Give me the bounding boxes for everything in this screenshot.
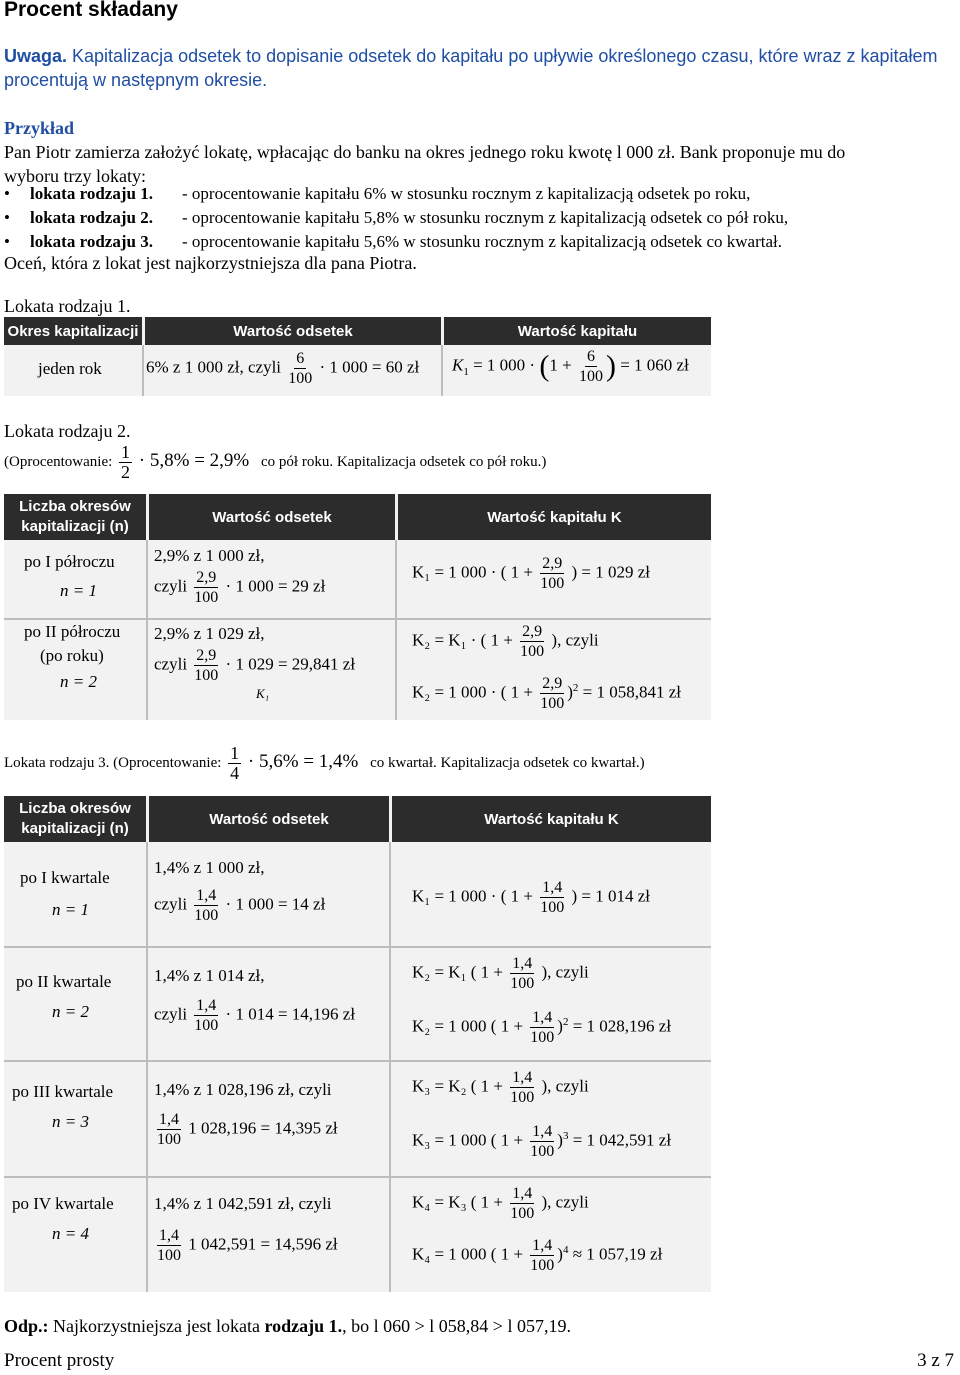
- n-cell: n = 4: [52, 1224, 89, 1243]
- underbrace-label: K₁: [256, 686, 270, 701]
- capital-cell: K₄ = K₃ ( 1 + $\frac{1,4}{100}$ ), czyli: [412, 1185, 589, 1222]
- note-text: Kapitalizacja odsetek to dopisanie odsetek do kapitału po upływie określonego czasu, które wraz z kapitałem procentują w następnym okresie.: [4, 46, 938, 90]
- interest-line: 1,4% z 1 000 zł,: [154, 858, 265, 877]
- header-count: Liczba okresów kapitalizacji (n): [4, 494, 146, 540]
- capital-cell: K₁ = 1 000 · ( 1 + $\frac{1,4}{100}$ ) = 1 014 zł: [412, 879, 650, 916]
- section2-rate: (Oprocentowanie: $\frac{1}{2}$ · 5,8% = 2,9% co pół roku. Kapitalizacja odsetek co pół roku.): [4, 442, 547, 482]
- period-cell: jeden rok: [38, 359, 102, 378]
- header-interest: Wartość odsetek: [149, 796, 389, 842]
- interest-line: 1,4% z 1 028,196 zł, czyli: [154, 1080, 332, 1099]
- interest-line: 2,9% z 1 000 zł,: [154, 546, 265, 565]
- header-interest: Wartość odsetek: [149, 494, 395, 540]
- interest-line: 2,9% z 1 029 zł,: [154, 624, 265, 643]
- list-item: • lokata rodzaju 2. - oprocentowanie kapitału 5,8% w stosunku rocznym z kapitalizacją odsetek co pół roku,: [4, 208, 789, 227]
- footer-page-number: 3 z 7: [917, 1350, 954, 1371]
- header-interest: Wartość odsetek: [145, 317, 441, 345]
- capital-cell: K₂ = K₁ · ( 1 + $\frac{2,9}{100}$ ), czyli: [412, 623, 599, 660]
- n-cell: n = 2: [60, 672, 97, 691]
- capital-cell-2: K₃ = 1 000 ( 1 + $\frac{1,4}{100}$ )$^3$ = 1 042,591 zł: [412, 1123, 672, 1160]
- note-paragraph: [4, 44, 949, 92]
- interest-calc: $\frac{1,4}{100}$ 1 042,591 = 14,596 zł: [157, 1227, 338, 1264]
- interest-line: 1,4% z 1 014 zł,: [154, 966, 265, 985]
- period-cell: po I półroczu: [24, 552, 115, 571]
- table-section2: [4, 494, 711, 720]
- section2-heading: Lokata rodzaju 2.: [4, 421, 131, 441]
- interest-calc: czyli $\frac{1,4}{100}$ · 1 014 = 14,196 zł: [154, 997, 356, 1034]
- example-intro-line2: wyboru trzy lokaty:: [4, 166, 146, 186]
- n-cell: n = 3: [52, 1112, 89, 1131]
- header-period: Okres kapitalizacji: [4, 317, 142, 345]
- capital-cell: $K_1 = 1$ 000 · (1 + $\frac{6}{100}$ ) = 1 060 zł: [452, 348, 689, 385]
- capital-cell: K₂ = K₁ ( 1 + $\frac{1,4}{100}$ ), czyli: [412, 955, 589, 992]
- interest-calc: czyli $\frac{2,9}{100}$ · 1 029 = 29,841 zł: [154, 647, 356, 684]
- example-label: Przykład: [4, 118, 74, 138]
- page-title: Procent składany: [4, 0, 178, 21]
- header-capital: Wartość kapitału K: [392, 796, 711, 842]
- capital-cell-2: K₂ = 1 000 · ( 1 + $\frac{2,9}{100}$ )$^2$ = 1 058,841 zł: [412, 675, 681, 712]
- n-cell: n = 1: [52, 900, 89, 919]
- option-list: [4, 184, 788, 256]
- n-cell: n = 1: [60, 581, 97, 600]
- capital-cell: K₁ = 1 000 · ( 1 + $\frac{2,9}{100}$ ) = 1 029 zł: [412, 555, 650, 592]
- table-section1: [4, 317, 711, 396]
- interest-calc: $\frac{1,4}{100}$ 1 028,196 = 14,395 zł: [157, 1111, 338, 1148]
- period-cell: po I kwartale: [20, 868, 110, 887]
- list-item: • lokata rodzaju 3. - oprocentowanie kapitału 5,6% w stosunku rocznym z kapitalizacją odsetek co kwartał.: [4, 232, 782, 251]
- period-cell-2: (po roku): [40, 646, 104, 665]
- list-item: • lokata rodzaju 1. - oprocentowanie kapitału 6% w stosunku rocznym z kapitalizacją odsetek po roku,: [4, 184, 751, 203]
- footer-left: Procent prosty: [4, 1350, 115, 1371]
- interest-calc: czyli $\frac{2,9}{100}$ · 1 000 = 29 zł: [154, 569, 326, 606]
- interest-calc: czyli $\frac{1,4}{100}$ · 1 000 = 14 zł: [154, 887, 326, 924]
- capital-cell-2: K₄ = 1 000 ( 1 + $\frac{1,4}{100}$ )$^4$ ≈ 1 057,19 zł: [412, 1237, 663, 1274]
- header-count: Liczba okresów kapitalizacji (n): [4, 796, 146, 842]
- interest-cell: 6% z 1 000 zł, czyli $\frac{6}{100}$ · 1 000 = 60 zł: [146, 350, 420, 387]
- n-cell: n = 2: [52, 1002, 89, 1021]
- example-question: Oceń, która z lokat jest najkorzystniejsza dla pana Piotra.: [4, 253, 417, 273]
- answer-line: Odp.: Najkorzystniejsza jest lokata rodzaju 1., bo l 060 > l 058,84 > l 057,19.: [4, 1316, 571, 1336]
- interest-line: 1,4% z 1 042,591 zł, czyli: [154, 1194, 332, 1213]
- table-section3: [4, 796, 711, 1292]
- note-label: Uwaga.: [4, 46, 68, 66]
- header-capital: Wartość kapitału K: [398, 494, 711, 540]
- period-cell: po IV kwartale: [12, 1194, 114, 1213]
- example-intro-line1: Pan Piotr zamierza założyć lokatę, wpłacając do banku na okres jednego roku kwotę l 000 zł. Bank proponuje mu do: [4, 142, 846, 162]
- section3-rate: Lokata rodzaju 3. (Oprocentowanie: $\frac{1}{4}$ · 5,6% = 1,4% co kwartał. Kapitalizacja odsetek co kwartał.): [4, 743, 645, 783]
- period-cell: po II kwartale: [16, 972, 112, 991]
- period-cell: po II półroczu: [24, 622, 121, 641]
- header-capital: Wartość kapitału: [444, 317, 711, 345]
- period-cell: po III kwartale: [12, 1082, 114, 1101]
- capital-cell-2: K₂ = 1 000 ( 1 + $\frac{1,4}{100}$ )$^2$ = 1 028,196 zł: [412, 1009, 672, 1046]
- capital-cell: K₃ = K₂ ( 1 + $\frac{1,4}{100}$ ), czyli: [412, 1069, 589, 1106]
- section1-heading: Lokata rodzaju 1.: [4, 296, 131, 316]
